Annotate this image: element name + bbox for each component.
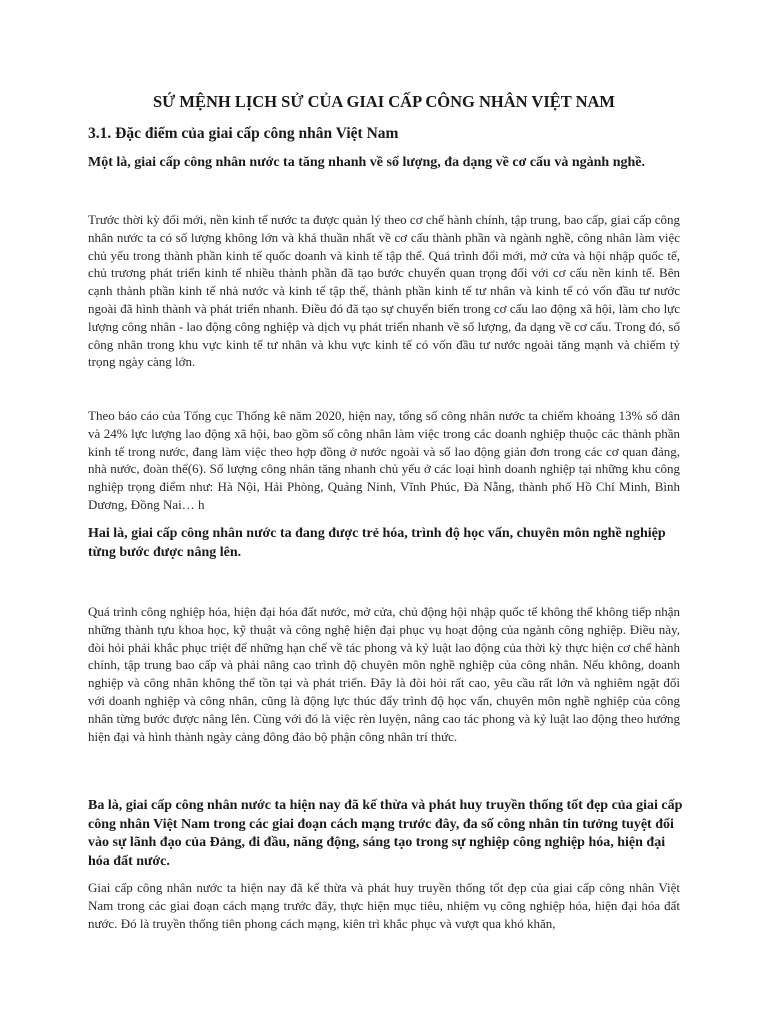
section-heading: 3.1. Đặc điểm của giai cấp công nhân Việt Nam xyxy=(88,125,399,142)
lead-point-one: Một là, giai cấp công nhân nước ta tăng nhanh về số lượng, đa dạng về cơ cấu và ngành nghề. xyxy=(88,155,645,170)
lead-point-three: Ba là, giai cấp công nhân nước ta hiện nay đã kế thừa và phát huy truyền thống tốt đẹp của giai cấp công nhân Việt Nam trong các giai đoạn cách mạng trước đây, đa số công nhân tin tưởng tuyệt đối vào sự lãnh đạo của Đảng, đi đầu, năng động, sáng tạo trong sự nghiệp công nghiệp hóa, hiện đại hóa đất nước. xyxy=(88,798,683,869)
lead-point-two: Hai là, giai cấp công nhân nước ta đang được trẻ hóa, trình độ học vấn, chuyên môn nghề nghiệp từng bước được nâng lên. xyxy=(88,526,666,560)
paragraph-3: Quá trình công nghiệp hóa, hiện đại hóa đất nước, mở cửa, chủ động hội nhập quốc tế không thể không tiếp nhận những thành tựu khoa học, kỹ thuật và công nghệ hiện đại phục vụ hoạt động của ngành công nghiệp. Điều này, đòi hỏi phải khắc phục triệt để những hạn chế về tác phong và kỷ luật lao động của thời kỳ thực hiện cơ chế hành chính, tập trung bao cấp và phải nâng cao trình độ chuyên môn nghề nghiệp của công nhân. Nếu không, doanh nghiệp và công nhân không thể tồn tại và phát triển. Đây là đòi hỏi rất cao, yêu cầu rất lớn và nghiêm ngặt đối với doanh nghiệp và công nhân, cũng là động lực thúc đẩy trình độ học vấn, chuyên môn nghề nghiệp của công nhân từng bước được nâng lên. Cùng với đó là việc rèn luyện, nâng cao tác phong và kỷ luật lao động theo hướng hiện đại và hình thành ngày càng đông đảo bộ phận công nhân trí thức. xyxy=(88,604,680,744)
paragraph-2: Theo báo cáo của Tổng cục Thống kê năm 2020, hiện nay, tổng số công nhân nước ta chiếm khoảng 13% số dân và 24% lực lượng lao động xã hội, bao gồm số công nhân làm việc trong các doanh nghiệp thuộc các thành phần kinh tế trong nước, đang làm việc theo hợp đồng ở nước ngoài và số lao động giản đơn trong các cơ quan đảng, nhà nước, đoàn thể(6). Số lượng công nhân tăng nhanh chủ yếu ở các loại hình doanh nghiệp tại những khu công nghiệp trọng điểm như: Hà Nội, Hải Phòng, Quảng Ninh, Vĩnh Phúc, Đà Nẵng, thành phố Hồ Chí Minh, Bình Dương, Đồng Nai… h xyxy=(88,408,680,512)
paragraph-1: Trước thời kỳ đổi mới, nền kinh tế nước ta được quản lý theo cơ chế hành chính, tập trung, bao cấp, giai cấp công nhân nước ta có số lượng không lớn và khá thuần nhất về cơ cấu thành phần và ngành nghề, công nhân làm việc chủ yếu trong thành phần kinh tế quốc doanh và kinh tế tập thể. Quá trình đổi mới, mở cửa và hội nhập quốc tế, chủ trương phát triển kinh tế nhiều thành phần đã tạo bước chuyển quan trọng đối với cơ cấu nền kinh tế. Bên cạnh thành phần kinh tế nhà nước và kinh tế tập thể, thành phần kinh tế tư nhân và kinh tế có vốn đầu tư nước ngoài đã hình thành và phát triển nhanh. Điều đó đã tạo sự chuyển biến trong cơ cấu lao động xã hội, làm cho lực lượng công nhân - lao động công nghiệp và dịch vụ phát triển nhanh về số lượng, đa dạng về cơ cấu. Trong đó, số công nhân trong khu vực kinh tế tư nhân và khu vực kinh tế có vốn đầu tư nước ngoài tăng mạnh và chiếm tỷ trọng ngày càng lớn. xyxy=(88,212,680,370)
paragraph-4: Giai cấp công nhân nước ta hiện nay đã kế thừa và phát huy truyền thống tốt đẹp của giai cấp công nhân Việt Nam trong các giai đoạn cách mạng trước đây, thực hiện mục tiêu, nhiệm vụ công nghiệp hóa, hiện đại hóa đất nước. Đó là truyền thống tiên phong cách mạng, kiên trì khắc phục và vượt qua khó khăn, xyxy=(88,880,680,931)
document-title: SỨ MỆNH LỊCH SỬ CỦA GIAI CẤP CÔNG NHÂN VIỆT NAM xyxy=(152,92,616,111)
